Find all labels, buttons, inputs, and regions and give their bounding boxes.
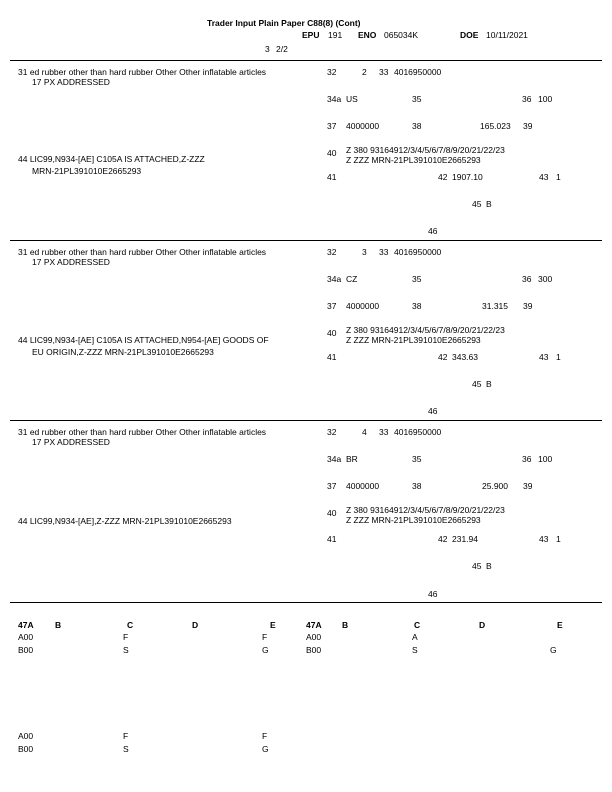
field-36-label: 36: [522, 94, 532, 104]
field-41-label: 41: [327, 534, 337, 544]
page-number: 3: [265, 44, 270, 54]
field-45-label: 45: [472, 379, 482, 389]
goods-description: 31 ed rubber other than hard rubber Other Other inflatable articles: [18, 67, 267, 77]
field-41-label: 41: [327, 352, 337, 362]
doe-label: DOE: [460, 30, 479, 40]
field-43-label: 43: [539, 172, 549, 182]
divider: [10, 420, 602, 421]
tax-header-d: D: [192, 620, 199, 630]
field-35-label: 35: [412, 454, 422, 464]
tax-method: G: [262, 744, 269, 754]
tax-type: A00: [18, 731, 34, 741]
net-mass: 165.023: [480, 121, 511, 131]
country-of-origin: CZ: [346, 274, 358, 284]
field-33-label: 33: [379, 247, 389, 257]
field-36-value: 300: [538, 274, 553, 284]
additional-info-44: 44 LIC99,N934-[AE] C105A IS ATTACHED,Z-ZZZ: [18, 154, 205, 164]
country-of-origin: US: [346, 94, 358, 104]
field-46-label: 46: [428, 226, 438, 236]
item-price: 1907.10: [452, 172, 483, 182]
document-title: Trader Input Plain Paper C88(8) (Cont): [207, 18, 361, 28]
item-price: 231.94: [452, 534, 478, 544]
tax-method: G: [262, 645, 269, 655]
field-32-label: 32: [327, 427, 337, 437]
divider: [10, 240, 602, 241]
field-43-label: 43: [539, 352, 549, 362]
net-mass: 25.900: [482, 481, 508, 491]
item-price: 343.63: [452, 352, 478, 362]
field-41-label: 41: [327, 172, 337, 182]
field-33-label: 33: [379, 427, 389, 437]
tax-type: A00: [18, 632, 34, 642]
field-36-label: 36: [522, 454, 532, 464]
additional-info-44: 44 LIC99,N934-[AE],Z-ZZZ MRN-21PL391010E2665293: [18, 516, 232, 526]
tax-header-47a: 47A: [18, 620, 34, 630]
tax-rate: S: [412, 645, 418, 655]
field-37-label: 37: [327, 301, 337, 311]
procedure-code: 4000000: [346, 301, 380, 311]
previous-document: Z 380 93164912/3/4/5/6/7/8/9/20/21/22/23: [346, 145, 505, 155]
additional-info-44-cont: MRN-21PL391010E2665293: [32, 166, 142, 176]
tax-header-b: B: [55, 620, 62, 630]
field-40-label: 40: [327, 328, 337, 338]
field-38-label: 38: [412, 301, 422, 311]
field-34a-label: 34a: [327, 94, 342, 104]
tax-type: B00: [18, 744, 34, 754]
tax-method: F: [262, 632, 268, 642]
field-42-label: 42: [438, 352, 448, 362]
commodity-code: 4016950000: [394, 247, 442, 257]
tax-header-b: B: [342, 620, 349, 630]
tax-method: F: [262, 731, 268, 741]
tax-rate: F: [123, 632, 129, 642]
packages-description: 17 PX ADDRESSED: [32, 257, 110, 267]
epu-value: 191: [328, 30, 343, 40]
tax-header-e: E: [270, 620, 276, 630]
additional-info-44: 44 LIC99,N934-[AE] C105A IS ATTACHED,N954-[AE] GOODS OF: [18, 335, 269, 345]
field-46-label: 46: [428, 589, 438, 599]
previous-document-cont: Z ZZZ MRN-21PL391010E2665293: [346, 335, 481, 345]
commodity-code: 4016950000: [394, 67, 442, 77]
field-45-value: B: [486, 199, 492, 209]
field-45-label: 45: [472, 561, 482, 571]
page-of: 2/2: [276, 44, 288, 54]
procedure-code: 4000000: [346, 121, 380, 131]
previous-document: Z 380 93164912/3/4/5/6/7/8/9/20/21/22/23: [346, 505, 505, 515]
packages-description: 17 PX ADDRESSED: [32, 437, 110, 447]
field-37-label: 37: [327, 121, 337, 131]
field-39-label: 39: [523, 301, 533, 311]
country-of-origin: BR: [346, 454, 358, 464]
tax-rate: S: [123, 744, 129, 754]
doe-value: 10/11/2021: [486, 30, 528, 40]
previous-document-cont: Z ZZZ MRN-21PL391010E2665293: [346, 515, 481, 525]
field-35-label: 35: [412, 94, 422, 104]
field-43-value: 1: [556, 534, 561, 544]
eno-value: 065034K: [384, 30, 419, 40]
tax-type: B00: [18, 645, 34, 655]
item-number: 4: [362, 427, 367, 437]
goods-description: 31 ed rubber other than hard rubber Other Other inflatable articles: [18, 247, 267, 257]
field-45-value: B: [486, 561, 492, 571]
field-39-label: 39: [523, 121, 533, 131]
additional-info-44-cont: EU ORIGIN,Z-ZZZ MRN-21PL391010E2665293: [32, 347, 214, 357]
tax-rate: S: [123, 645, 129, 655]
eno-label: ENO: [358, 30, 377, 40]
field-40-label: 40: [327, 508, 337, 518]
field-39-label: 39: [523, 481, 533, 491]
field-43-label: 43: [539, 534, 549, 544]
field-40-label: 40: [327, 148, 337, 158]
field-42-label: 42: [438, 534, 448, 544]
tax-type: A00: [306, 632, 322, 642]
field-38-label: 38: [412, 481, 422, 491]
tax-header-e: E: [557, 620, 563, 630]
field-45-value: B: [486, 379, 492, 389]
tax-header-d: D: [479, 620, 486, 630]
tax-rate: A: [412, 632, 418, 642]
field-37-label: 37: [327, 481, 337, 491]
field-43-value: 1: [556, 352, 561, 362]
field-34a-label: 34a: [327, 274, 342, 284]
field-42-label: 42: [438, 172, 448, 182]
field-43-value: 1: [556, 172, 561, 182]
epu-label: EPU: [302, 30, 320, 40]
divider: [10, 60, 602, 61]
goods-description: 31 ed rubber other than hard rubber Other Other inflatable articles: [18, 427, 267, 437]
tax-header-c: C: [414, 620, 421, 630]
tax-method: G: [550, 645, 557, 655]
packages-description: 17 PX ADDRESSED: [32, 77, 110, 87]
item-number: 2: [362, 67, 367, 77]
tax-header-c: C: [127, 620, 134, 630]
field-35-label: 35: [412, 274, 422, 284]
field-32-label: 32: [327, 247, 337, 257]
procedure-code: 4000000: [346, 481, 380, 491]
field-36-value: 100: [538, 454, 553, 464]
tax-header-47a: 47A: [306, 620, 322, 630]
net-mass: 31.315: [482, 301, 508, 311]
divider: [10, 602, 602, 603]
field-32-label: 32: [327, 67, 337, 77]
field-38-label: 38: [412, 121, 422, 131]
item-number: 3: [362, 247, 367, 257]
commodity-code: 4016950000: [394, 427, 442, 437]
tax-rate: F: [123, 731, 129, 741]
field-46-label: 46: [428, 406, 438, 416]
previous-document-cont: Z ZZZ MRN-21PL391010E2665293: [346, 155, 481, 165]
field-34a-label: 34a: [327, 454, 342, 464]
field-36-value: 100: [538, 94, 553, 104]
previous-document: Z 380 93164912/3/4/5/6/7/8/9/20/21/22/23: [346, 325, 505, 335]
field-33-label: 33: [379, 67, 389, 77]
field-36-label: 36: [522, 274, 532, 284]
tax-type: B00: [306, 645, 322, 655]
field-45-label: 45: [472, 199, 482, 209]
